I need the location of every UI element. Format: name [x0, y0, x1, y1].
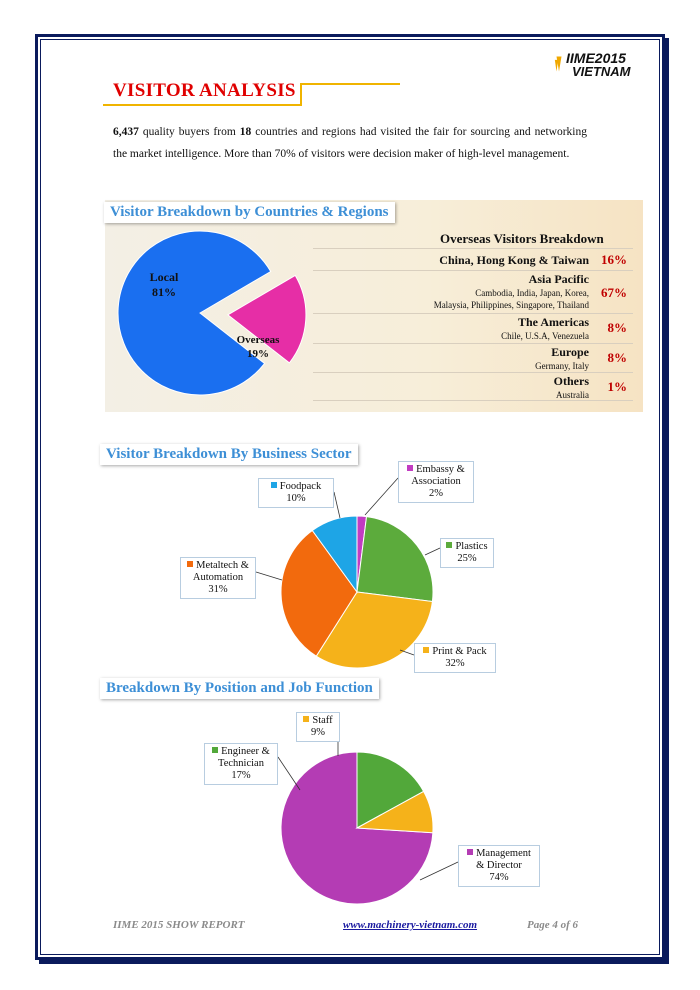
callout-value: 74%: [489, 872, 509, 883]
callout-name: Metaltech & Automation: [192, 560, 249, 583]
leader-line-plastics: [425, 548, 440, 555]
leader-line-management: [420, 862, 458, 880]
legend-swatch: [467, 849, 473, 855]
callout-value: 31%: [208, 584, 228, 595]
intro-text-2: countries and regions had visited the fair for sourcing and networking the market intelligence. More than 70% of visitors were decision maker of high-level management.: [113, 126, 588, 160]
row-pct: 1%: [607, 379, 627, 394]
leader-line-engineer: [278, 757, 300, 790]
row-pct: 8%: [607, 320, 627, 335]
callout-value: 9%: [311, 727, 325, 738]
row-name: Others: [553, 374, 589, 388]
row-detail: Chile, U.S.A, Venezuela: [501, 331, 589, 341]
row-detail: Germany, Italy: [535, 361, 589, 371]
legend-swatch: [187, 561, 193, 567]
overseas-table-title: Overseas Visitors Breakdown: [440, 231, 604, 246]
callout-name: Engineer & Technician: [218, 746, 270, 769]
callout-value: 2%: [429, 488, 443, 499]
callout-embassy: [398, 461, 474, 503]
callout-name: Print & Pack: [432, 646, 487, 657]
leader-line-embassy: [365, 478, 398, 515]
footer-website-link[interactable]: www.machinery-vietnam.com: [343, 919, 478, 931]
legend-swatch: [212, 747, 218, 753]
footer-report-name: IIME 2015 SHOW REPORT: [113, 919, 245, 931]
row-pct: 67%: [601, 285, 627, 300]
section-countries-title: Visitor Breakdown by Countries & Regions: [104, 202, 395, 223]
callout-name: Embassy & Association: [411, 464, 465, 487]
callout-value: 17%: [231, 770, 251, 781]
page-title: VISITOR ANALYSIS: [113, 80, 296, 101]
callout-staff: [296, 712, 340, 742]
countries-count: 18: [239, 126, 252, 138]
row-pct: 16%: [601, 252, 627, 267]
section-position-title: Breakdown By Position and Job Function: [100, 678, 379, 699]
row-detail: Australia: [556, 390, 589, 400]
pie-label-value: 19%: [247, 348, 269, 360]
pie-label-name: Overseas: [236, 334, 280, 346]
callout-name: Plastics: [455, 541, 488, 552]
legend-swatch: [407, 465, 413, 471]
legend-swatch: [271, 482, 277, 488]
callout-value: 10%: [286, 493, 306, 504]
pie-label-overseas: [228, 333, 288, 361]
legend-swatch: [423, 647, 429, 653]
legend-swatch: [446, 542, 452, 548]
pie-label-local: [139, 270, 189, 300]
row-detail: Cambodia, India, Japan, Korea,: [475, 288, 589, 298]
pie-slice-plastics: [357, 517, 433, 602]
leader-line-metaltech: [256, 572, 282, 580]
callout-management: [458, 845, 540, 887]
row-detail: Malaysia, Philippines, Singapore, Thailand: [433, 300, 589, 310]
callout-name: Staff: [312, 715, 333, 726]
callout-value: 32%: [445, 658, 465, 669]
callout-foodpack: [258, 478, 334, 508]
pie-label-value: 81%: [152, 285, 176, 299]
logo-line1: IIME2015: [566, 50, 626, 66]
row-pct: 8%: [607, 350, 627, 365]
section-sector-title: Visitor Breakdown By Business Sector: [100, 444, 358, 465]
callout-print-pack: [414, 643, 496, 673]
callout-engineer: [204, 743, 278, 785]
footer-page-number: Page 4 of 6: [527, 919, 579, 931]
intro-text-1: quality buyers from: [138, 126, 240, 138]
callout-metaltech: [180, 557, 256, 599]
row-name: Asia Pacific: [528, 272, 589, 286]
callout-name: Foodpack: [279, 481, 322, 492]
leader-line-foodpack: [334, 492, 340, 518]
callout-value: 25%: [457, 553, 477, 564]
callout-name: Management & Director: [476, 848, 531, 871]
row-name: Europe: [551, 345, 589, 359]
row-name: China, Hong Kong & Taiwan: [439, 253, 589, 267]
row-name: The Americas: [518, 315, 589, 329]
logo-line2: VIETNAM: [572, 64, 631, 79]
legend-swatch: [303, 716, 309, 722]
callout-plastics: [440, 538, 494, 568]
pie-label-name: Local: [149, 270, 179, 284]
buyers-count: 6,437: [113, 126, 139, 138]
